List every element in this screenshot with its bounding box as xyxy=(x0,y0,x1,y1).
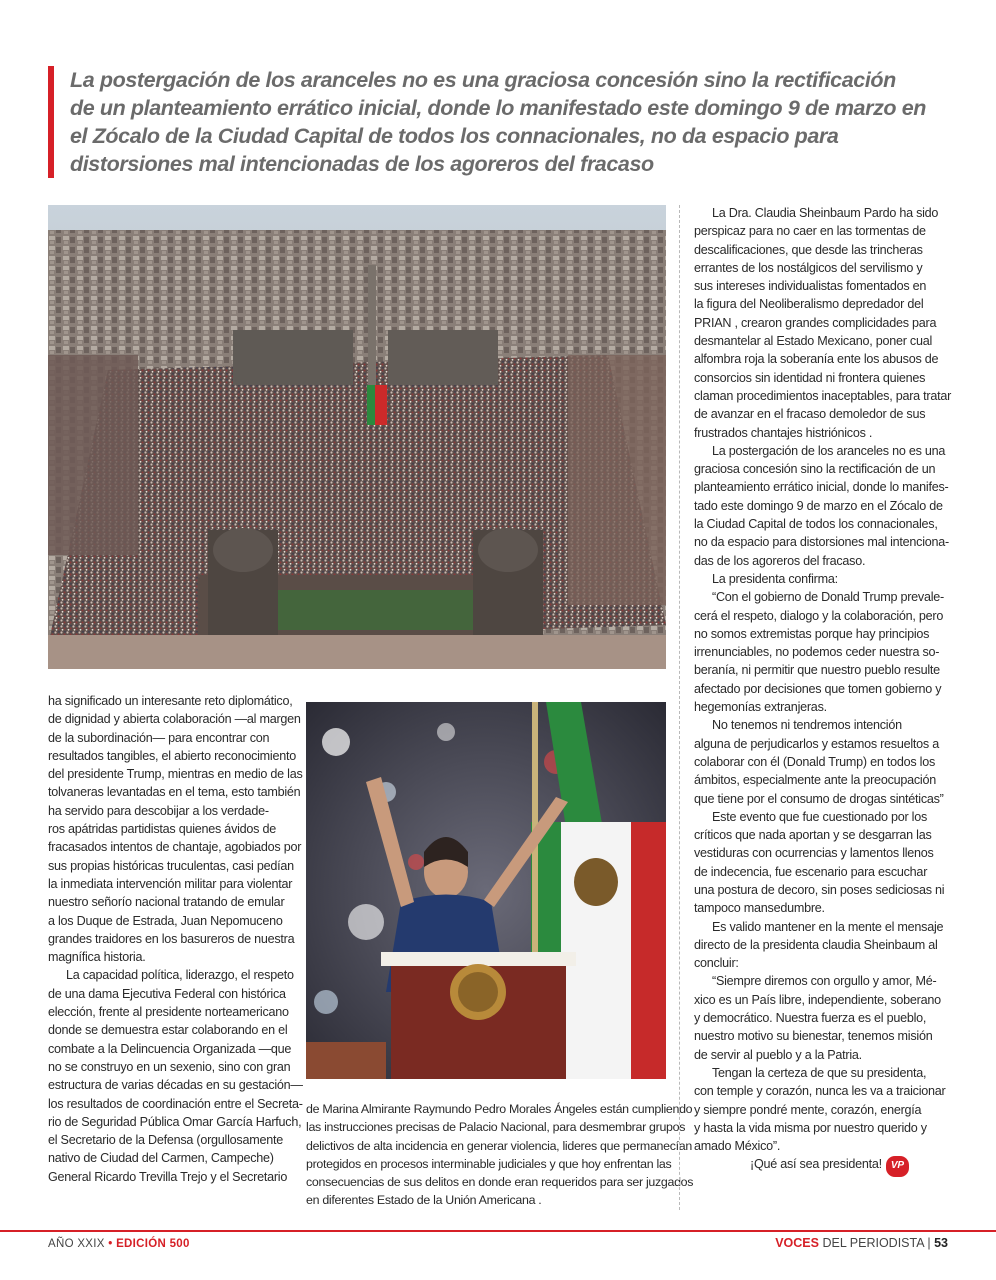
text-line: Es valido mantener en la mente el mensaje xyxy=(712,919,944,934)
text-line: irrenunciables, no podemos ceder nuestra so- xyxy=(694,645,940,660)
text-line: La presidenta confirma: xyxy=(712,571,838,586)
text-line: una postura de decoro, sin poses sediciosas ni xyxy=(694,882,945,897)
text-line: protegidos en procesos interminable judiciales y que hoy enfrentan las xyxy=(306,1156,672,1171)
text-line: Tengan la certeza de que su presidenta, xyxy=(712,1065,927,1080)
text-line: y democrático. Nuestra fuerza es el pueblo, xyxy=(694,1011,927,1026)
text-line: nuestro señorío nacional tratando de emular xyxy=(48,895,285,910)
text-line: de avanzar en el fracaso demoledor de sus xyxy=(694,407,926,422)
paragraph xyxy=(694,1064,946,1155)
text-line: hegemonías extranjeras. xyxy=(694,700,827,715)
text-line: claman procedimientos inaceptables, para tratar xyxy=(694,388,952,403)
text-line: los resultados de coordinación entre el Secreta- xyxy=(48,1096,303,1111)
center-text-block xyxy=(306,1100,694,1210)
text-line: tolvaneras levantadas en el tema, esto también xyxy=(48,785,301,800)
paragraph xyxy=(694,570,934,588)
text-line: grandes traidores en los basureros de nuestra xyxy=(48,931,295,946)
text-line: sus intereses individualistas fomentados en xyxy=(694,279,927,294)
page-number: 53 xyxy=(934,1236,948,1250)
text-line: de indecencia, fue escenario para escuchar xyxy=(694,864,928,879)
text-line: desmantelar al Estado Mexicano, poner cual xyxy=(694,334,933,349)
text-line: colaborar con él (Donald Trump) en todos los xyxy=(694,754,936,769)
pull-quote-line: de un planteamiento errático inicial, donde lo manifestado este domingo 9 de marzo en xyxy=(70,96,927,120)
text-line: La postergación de los aranceles no es una xyxy=(712,443,946,458)
text-line: donde se demuestra estar colaborando en el xyxy=(48,1023,288,1038)
text-line: la figura del Neoliberalismo depredador del xyxy=(694,297,924,312)
text-line: vestiduras con ocurrencias y lamentos llenos xyxy=(694,846,934,861)
paragraph xyxy=(694,716,944,807)
text-line: ha servido para descobijar a los verdade- xyxy=(48,803,269,818)
text-line: del presidente Trump, mientras en medio de las xyxy=(48,767,303,782)
text-line: a los Duque de Estrada, Juan Nepomuceno xyxy=(48,913,283,928)
text-line: Este evento que fue cuestionado por los xyxy=(712,809,927,824)
text-line: PRIAN , crearon grandes complicidades para xyxy=(694,315,937,330)
column-divider xyxy=(679,205,680,1210)
right-column xyxy=(694,204,952,1177)
pull-quote-line: distorsiones mal intencionadas de los agoreros del fracaso xyxy=(70,152,654,176)
text-line: resultados tangibles, el abierto reconocimiento xyxy=(48,748,296,763)
text-line: ámbitos, especialmente ante la preocupación xyxy=(694,773,936,788)
text-line: y siempre pondré mente, corazón, energía xyxy=(694,1102,922,1117)
text-line: consecuencias de sus delitos en donde eran requeridos para ser juzgados xyxy=(306,1175,694,1190)
text-line: concluir: xyxy=(694,956,739,971)
paragraph xyxy=(694,808,945,918)
paragraph xyxy=(694,442,949,570)
pull-quote-line: el Zócalo de la Ciudad Capital de todos los connacionales, no da espacio para xyxy=(70,124,839,148)
text-line: la Ciudad Capital de todos los connacionales, xyxy=(694,517,938,532)
text-line: el Secretario de la Defensa (orgullosamente xyxy=(48,1133,283,1148)
text-line: de dignidad y abierta colaboración —al margen xyxy=(48,712,301,727)
text-line: das de los agoreros del fracaso. xyxy=(694,553,866,568)
text-line: magnífica historia. xyxy=(48,950,146,965)
text-line: en diferentes Estado de la Unión Americana . xyxy=(306,1193,542,1208)
brand-suffix: DEL PERIODISTA xyxy=(822,1236,924,1250)
text-line: errantes de los nostálgicos del servilismo y xyxy=(694,260,923,275)
closing-text: ¡Qué así sea presidenta! xyxy=(750,1157,882,1172)
paragraph xyxy=(694,204,952,442)
paragraph xyxy=(48,966,303,1186)
text-line: descalificaciones, que desde las trincheras xyxy=(694,242,923,257)
text-line: directo de la presidenta claudia Sheinbaum al xyxy=(694,937,938,952)
paragraph xyxy=(48,692,303,966)
left-column xyxy=(48,692,303,1186)
text-line: frustrados chantajes histriónicos . xyxy=(694,425,873,440)
footer-rule xyxy=(0,1230,996,1232)
text-line: no somos extremistas porque hay principios xyxy=(694,626,930,641)
text-line: alfombra roja la soberanía ente los abusos de xyxy=(694,352,939,367)
text-line: no se construyo en un sexenio, sino con gran xyxy=(48,1059,291,1074)
text-line: y hasta la vida misma por nuestro querido y xyxy=(694,1120,927,1135)
text-line: La Dra. Claudia Sheinbaum Pardo ha sido xyxy=(712,206,939,220)
text-line: alguna de perjudicarlos y estamos resueltos a xyxy=(694,736,939,751)
text-line: amado México”. xyxy=(694,1139,781,1154)
text-line: de la subordinación— para encontrar con xyxy=(48,730,270,745)
text-line: ha significado un interesante reto diplomático, xyxy=(48,694,293,708)
text-line: estructura de varias décadas en su gestación— xyxy=(48,1078,303,1093)
bullet-icon: • xyxy=(108,1238,113,1250)
separator: | xyxy=(927,1236,935,1250)
text-line: tampoco mansedumbre. xyxy=(694,901,825,916)
text-line: “Siempre diremos con orgullo y amor, Mé- xyxy=(712,974,937,989)
text-line: graciosa concesión sino la rectificación de un xyxy=(694,462,936,477)
closing-line xyxy=(694,1155,934,1176)
text-line: tado este domingo 9 de marzo en el Zócalo de xyxy=(694,498,943,513)
text-line: afectado por decisiones que tomen gobierno y xyxy=(694,681,942,696)
text-line: no da espacio para distorsiones mal intenciona- xyxy=(694,535,949,550)
paragraph xyxy=(694,918,944,973)
text-line: de Marina Almirante Raymundo Pedro Morales Ángeles están cumpliendo xyxy=(306,1102,693,1116)
text-line: combate a la Delincuencia Organizada —que xyxy=(48,1041,292,1056)
text-line: críticos que nada aportan y se desgarran las xyxy=(694,828,932,843)
paragraph xyxy=(694,972,941,1063)
text-line: delictivos de alta incidencia en generar violencia, lideres que permanecían xyxy=(306,1138,692,1153)
text-line: la inmediata intervención militar para violentar xyxy=(48,876,293,891)
text-line: La capacidad política, liderazgo, el respeto xyxy=(66,968,294,983)
footer-masthead xyxy=(775,1236,948,1250)
text-line: No tenemos ni tendremos intención xyxy=(712,718,902,733)
zocalo-aerial-photo xyxy=(48,205,666,669)
text-line: elección, frente al presidente norteamericano xyxy=(48,1005,289,1020)
text-line: beranía, ni permitir que nuestro pueblo resulte xyxy=(694,663,940,678)
text-line: planteamiento errático inicial, donde lo manifes- xyxy=(694,480,949,495)
brand-name: VOCES xyxy=(775,1236,819,1250)
year-label: AÑO XXIX xyxy=(48,1238,105,1250)
text-line: las instrucciones precisas de Palacio Nacional, para desmembrar grupos xyxy=(306,1120,686,1135)
text-line: ros apátridas partidistas quienes ávidos de xyxy=(48,822,276,837)
footer-edition xyxy=(48,1238,190,1250)
paragraph xyxy=(694,588,944,716)
text-line: rio de Seguridad Pública Omar García Harfuch, xyxy=(48,1114,302,1129)
text-line: “Con el gobierno de Donald Trump prevale- xyxy=(712,590,944,605)
text-line: General Ricardo Trevilla Trejo y el Secretario xyxy=(48,1169,288,1184)
pull-quote-line: La postergación de los aranceles no es una graciosa concesión sino la rectificación xyxy=(70,68,896,92)
text-line: de servir al pueblo y a la Patria. xyxy=(694,1047,862,1062)
president-photo xyxy=(306,702,666,1079)
text-line: cerá el respeto, dialogo y la colaboración, pero xyxy=(694,608,944,623)
text-line: consorcios sin identidad ni frontera quienes xyxy=(694,370,926,385)
text-line: sus propias históricas truculentas, casi pedían xyxy=(48,858,294,873)
text-line: nativo de Ciudad del Carmen, Campeche) xyxy=(48,1151,274,1166)
text-line: con temple y corazón, nunca les va a traicionar xyxy=(694,1084,946,1099)
text-line: xico es un País libre, independiente, soberano xyxy=(694,992,941,1007)
text-line: de una dama Ejecutiva Federal con histórica xyxy=(48,986,286,1001)
text-line: perspicaz para no caer en las tormentas de xyxy=(694,224,926,239)
vp-logo-icon: VP xyxy=(886,1156,909,1176)
edition-label: EDICIÓN 500 xyxy=(116,1238,190,1250)
text-line: fracasados intentos de chantaje, agobiados por xyxy=(48,840,302,855)
text-line: que tiene por el consumo de drogas sintéticas” xyxy=(694,791,944,806)
text-line: nuestro motivo su bienestar, tenemos misión xyxy=(694,1029,933,1044)
pull-quote xyxy=(48,66,927,178)
